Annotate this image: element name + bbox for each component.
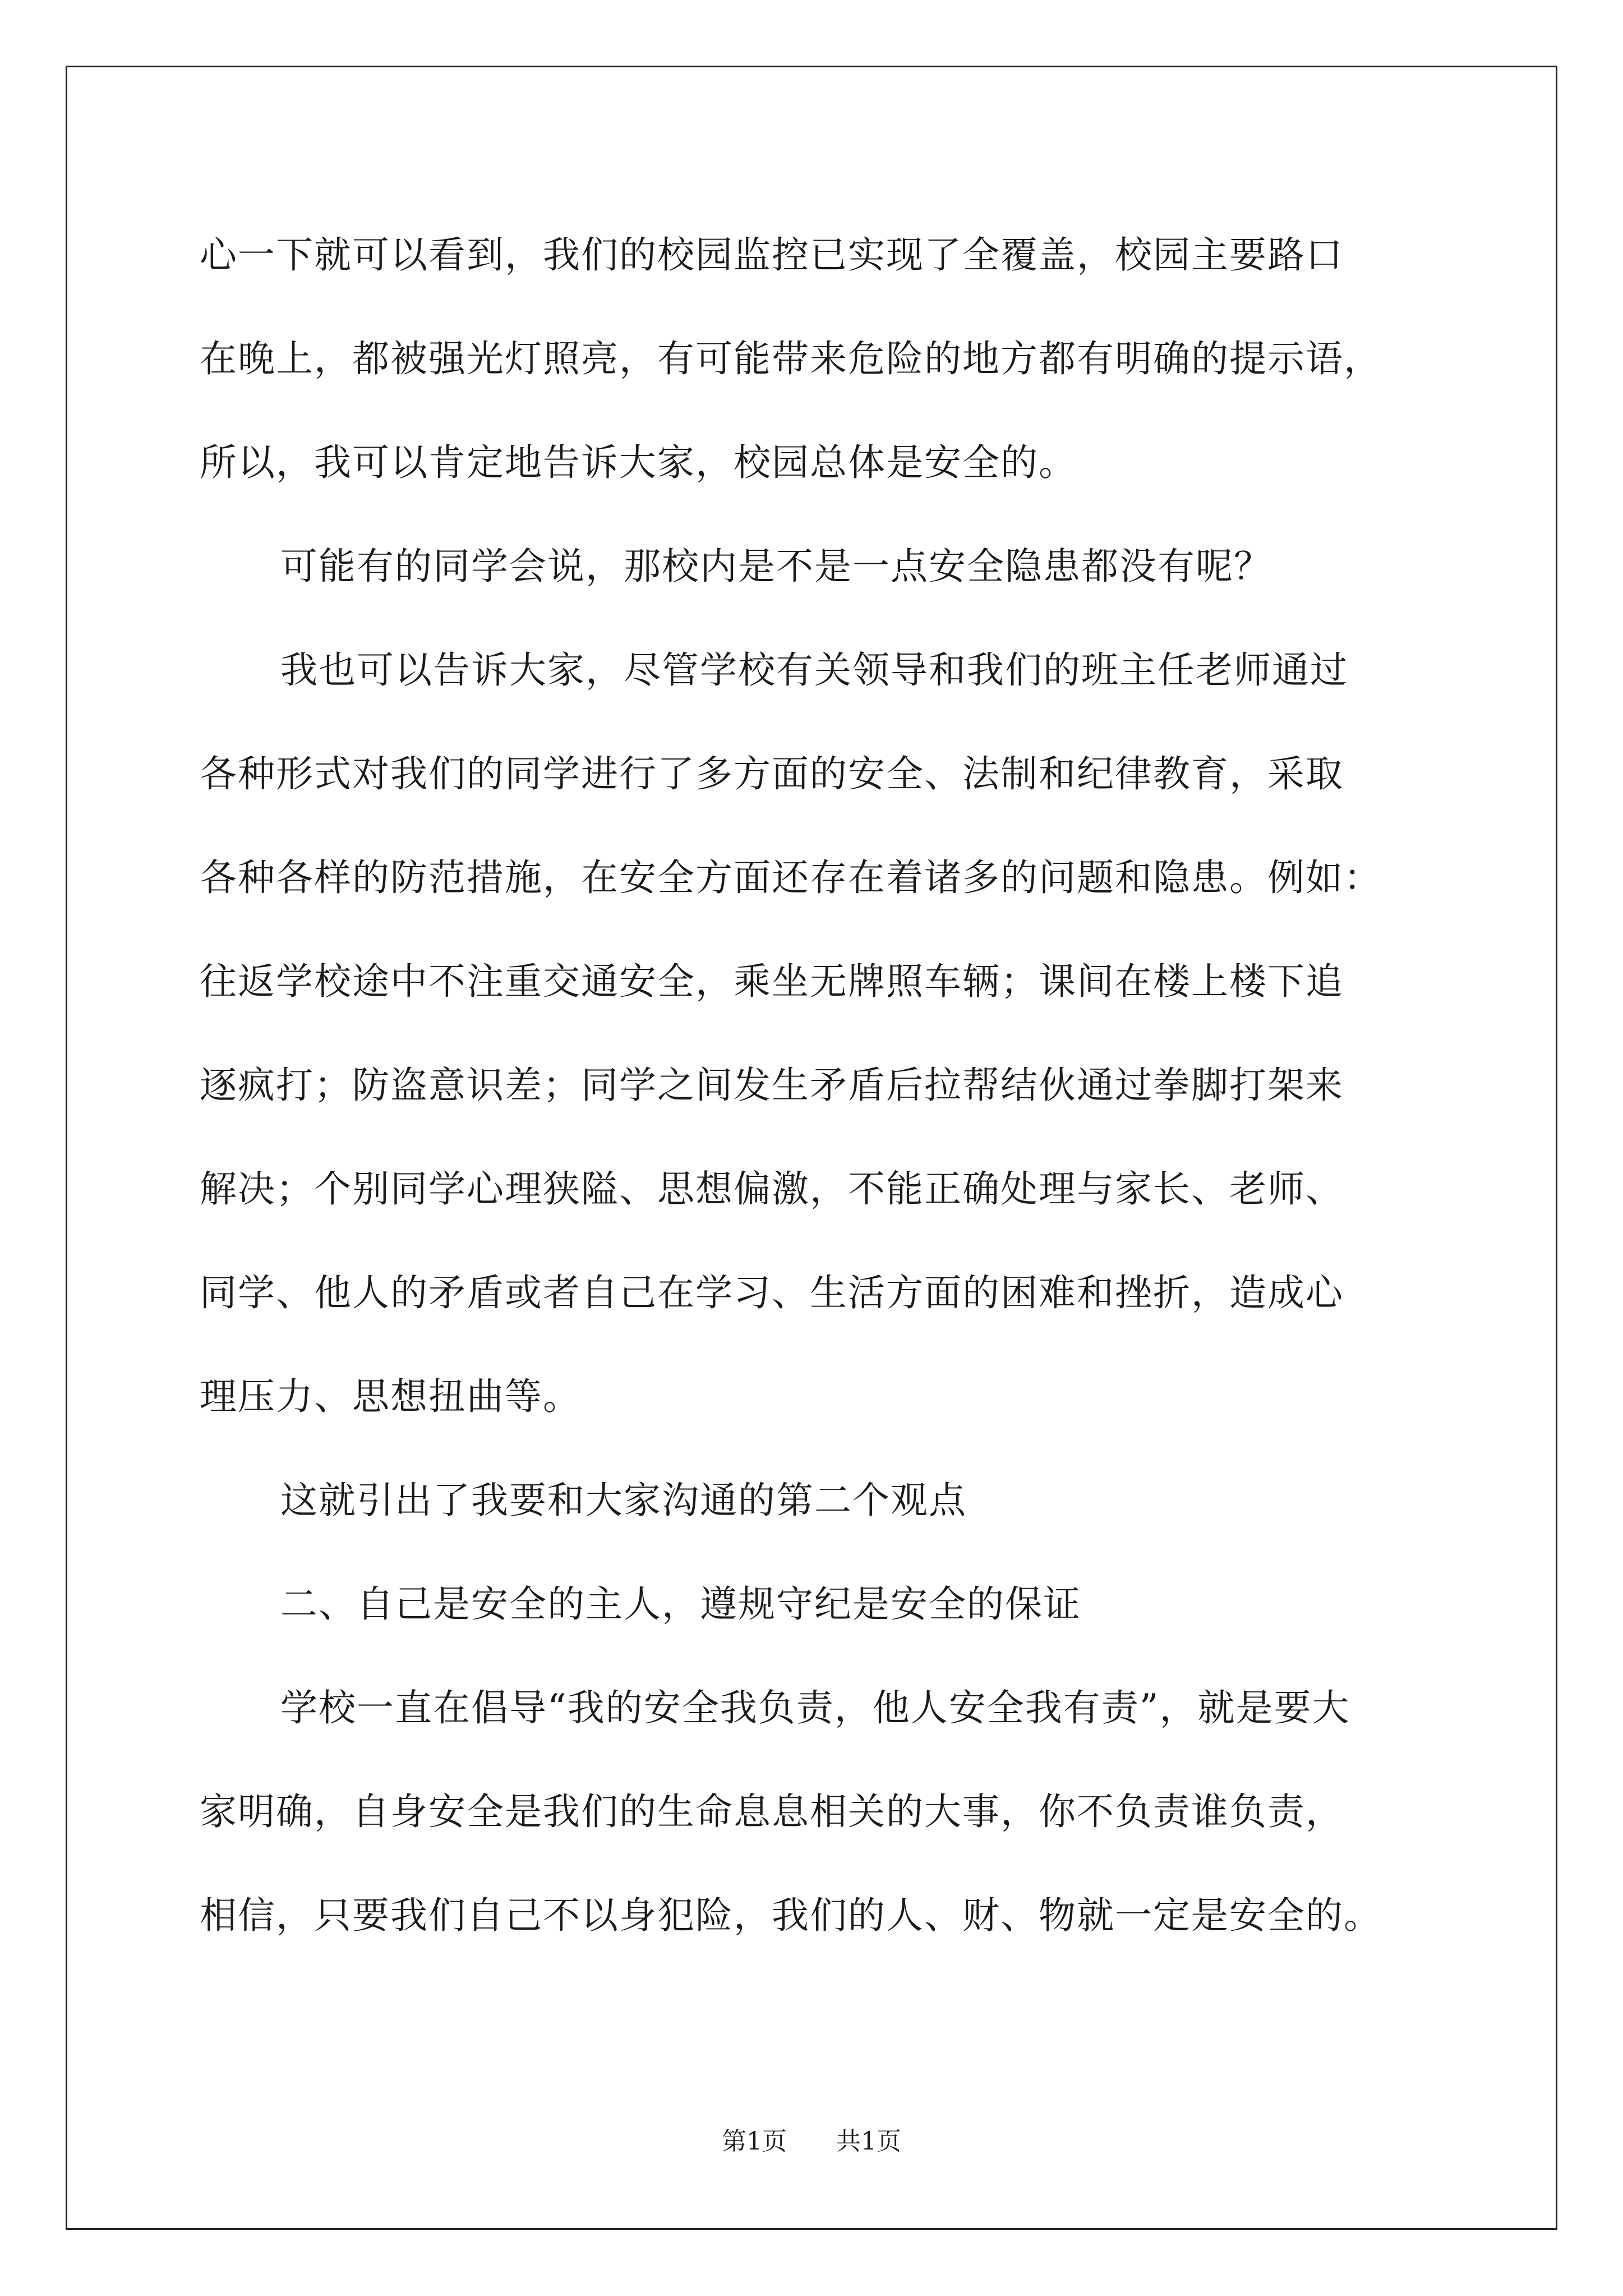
- body-line-1: 心一下就可以看到，我们的校园监控已实现了全覆盖，校园主要路口: [200, 233, 1344, 277]
- body-line-16: 家明确，自身安全是我们的生命息息相关的大事，你不负责谁负责，: [200, 1790, 1344, 1833]
- page-total: 共1页: [836, 2127, 901, 2156]
- body-line-2: 在晚上，都被强光灯照亮，有可能带来危险的地方都有明确的提示语，: [200, 337, 1382, 380]
- body-line-5: 我也可以告诉大家，尽管学校有关领导和我们的班主任老师通过: [280, 648, 1348, 692]
- body-line-12: 理压力、思想扭曲等。: [200, 1375, 581, 1418]
- body-line-6: 各种形式对我们的同学进行了多方面的安全、法制和纪律教育，采取: [200, 752, 1344, 795]
- body-line-4: 可能有的同学会说，那校内是不是一点安全隐患都没有呢？: [280, 545, 1272, 588]
- body-line-8: 往返学校途中不注重交通安全，乘坐无牌照车辆；课间在楼上楼下追: [200, 960, 1344, 1003]
- page-footer: [0, 2126, 1623, 2157]
- body-line-17: 相信，只要我们自己不以身犯险，我们的人、财、物就一定是安全的。: [200, 1894, 1382, 1937]
- body-line-3: 所以，我可以肯定地告诉大家，校园总体是安全的。: [200, 441, 1077, 484]
- body-line-11: 同学、他人的矛盾或者自己在学习、生活方面的困难和挫折，造成心: [200, 1271, 1344, 1314]
- body-line-9: 逐疯打；防盗意识差；同学之间发生矛盾后拉帮结伙通过拳脚打架来: [200, 1064, 1344, 1107]
- page-current: 第1页: [722, 2127, 787, 2156]
- body-line-10: 解决；个别同学心理狭隘、思想偏激，不能正确处理与家长、老师、: [200, 1167, 1344, 1211]
- section-heading: 二、自己是安全的主人，遵规守纪是安全的保证: [280, 1582, 1081, 1626]
- body-line-13: 这就引出了我要和大家沟通的第二个观点: [280, 1479, 967, 1522]
- body-line-15: 学校一直在倡导“我的安全我负责，他人安全我有责”，就是要大: [280, 1686, 1350, 1729]
- body-line-7: 各种各样的防范措施，在安全方面还存在着诸多的问题和隐患。例如：: [200, 856, 1382, 899]
